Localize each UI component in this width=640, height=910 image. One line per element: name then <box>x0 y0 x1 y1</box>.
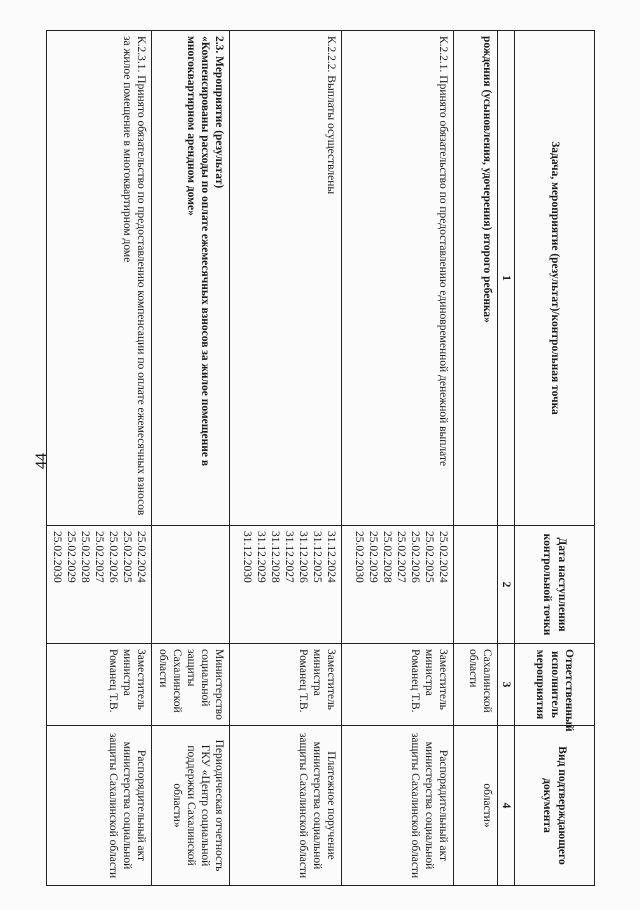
activity-heading: 2.3. Мероприятие (результат) <box>212 36 225 189</box>
table-row <box>453 31 497 886</box>
date-value: 25.02.2027 <box>92 531 105 583</box>
date-cell <box>453 526 497 644</box>
table-row <box>341 31 453 886</box>
table-header-row <box>515 31 595 886</box>
document-cell: Распорядительный акт министерства социальной защиты Сахалинской области <box>341 726 453 886</box>
date-value: 31.12.2025 <box>310 531 323 583</box>
table-row <box>229 31 341 886</box>
date-value: 25.02.2025 <box>120 531 133 583</box>
date-value: 31.12.2026 <box>296 531 309 583</box>
task-cell: К.2.3.1. Принято обязательство по предоставлению компенсации по оплате ежемесячных взносов за жилое помещение в многоквартирном доме <box>46 31 151 526</box>
date-cell <box>151 526 229 644</box>
header-responsible: Ответственный исполнитель мероприятия <box>515 644 595 726</box>
date-value: 31.12.2024 <box>324 531 337 583</box>
responsible-cell: Министерство социальной защиты Сахалинской области <box>151 644 229 726</box>
column-number: 2 <box>497 526 514 644</box>
date-value: 25.02.2024 <box>134 531 147 583</box>
date-value: 25.02.2024 <box>436 531 449 583</box>
date-cell <box>229 526 341 644</box>
date-value: 31.12.2028 <box>268 531 281 583</box>
date-value: 25.02.2025 <box>422 531 435 583</box>
date-cell <box>46 526 151 644</box>
responsible-cell: Заместитель министра Романец Т.В. <box>341 644 453 726</box>
column-number: 1 <box>497 31 514 526</box>
date-value: 31.12.2030 <box>240 531 253 583</box>
task-cell <box>151 31 229 526</box>
page-number: 44 <box>33 453 50 469</box>
date-value: 25.02.2028 <box>380 531 393 583</box>
task-cell: рождения (усыновления, удочерения) второго ребенка» <box>453 31 497 526</box>
table-row <box>151 31 229 886</box>
date-value: 25.02.2026 <box>408 531 421 583</box>
header-date: Дата наступления контрольной точки <box>515 526 595 644</box>
date-cell <box>341 526 453 644</box>
date-value: 25.02.2029 <box>366 531 379 583</box>
document-cell: Распорядительный акт министерства социальной защиты Сахалинской области <box>46 726 151 886</box>
document-cell: области» <box>453 726 497 886</box>
column-number: 3 <box>497 644 514 726</box>
control-points-table <box>46 30 595 886</box>
activity-title: «Компенсированы расходы по оплате ежемесячных взносов за жилое помещение в многоквартирном арендном доме» <box>184 36 211 467</box>
responsible-cell: Заместитель министра Романец Т.В. <box>46 644 151 726</box>
task-cell: К.2.2.1. Принято обязательство по предоставлению единовременной денежной выплате <box>341 31 453 526</box>
date-value: 25.02.2029 <box>64 531 77 583</box>
date-value: 31.12.2029 <box>254 531 267 583</box>
date-value: 25.02.2027 <box>394 531 407 583</box>
column-number-row <box>497 31 514 886</box>
header-task: Задача, мероприятие (результат)/контрольная точка <box>515 31 595 526</box>
document-cell: Платежное поручение министерства социальной защиты Сахалинской области <box>229 726 341 886</box>
header-document: Вид подтверждающего документа <box>515 726 595 886</box>
table-row <box>46 31 151 886</box>
date-value: 25.02.2030 <box>352 531 365 583</box>
task-cell: К.2.2.2. Выплаты осуществлены <box>229 31 341 526</box>
document-cell: Периодическая отчетность ГКУ «Центр социальной поддержки Сахалинской области» <box>151 726 229 886</box>
responsible-cell: Заместитель министра Романец Т.В. <box>229 644 341 726</box>
responsible-cell: Сахалинской области <box>453 644 497 726</box>
date-value: 25.02.2028 <box>78 531 91 583</box>
date-value: 31.12.2027 <box>282 531 295 583</box>
date-value: 25.02.2026 <box>106 531 119 583</box>
rotated-table-page <box>50 30 595 885</box>
column-number: 4 <box>497 726 514 886</box>
date-value: 25.02.2030 <box>50 531 63 583</box>
